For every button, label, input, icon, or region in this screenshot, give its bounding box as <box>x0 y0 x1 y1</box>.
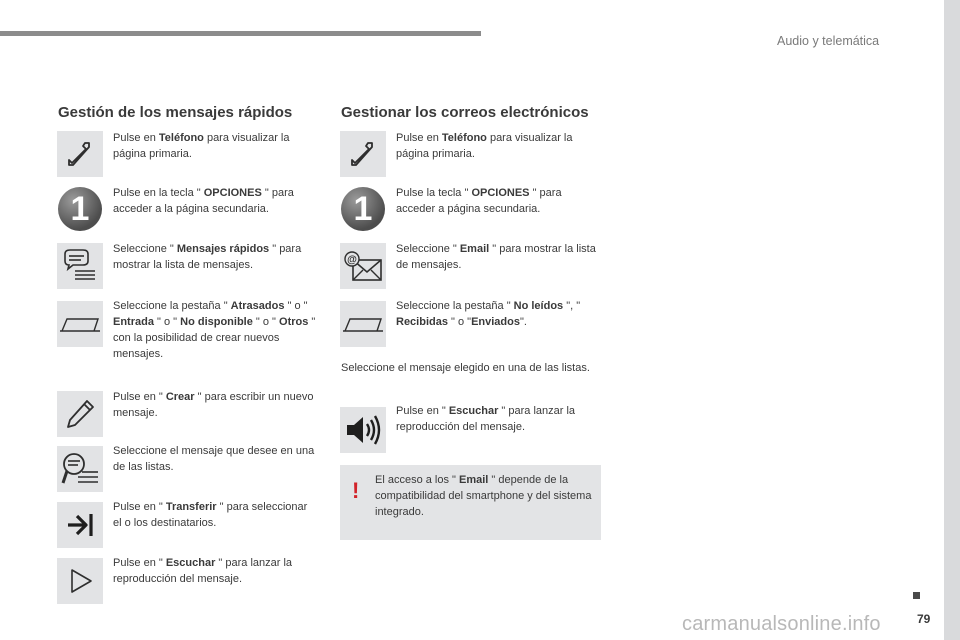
right-item-options-text: Pulse la tecla " OPCIONES " para acceder a página secundaria. <box>396 187 562 215</box>
transfer-icon <box>57 502 103 548</box>
right-item-phone-text: Pulse en Teléfono para visualizar la página primaria. <box>396 132 573 160</box>
phone-icon <box>57 131 103 177</box>
left-item-transfer-text: Pulse en " Transferir " para seleccionar el o los destinatarios. <box>113 501 308 529</box>
left-item-listen-text: Pulse en " Escuchar " para lanzar la reproducción del mensaje. <box>113 557 293 585</box>
svg-text:@: @ <box>347 254 357 266</box>
right-item-tabs-text: Seleccione la pestaña " No leídos ", " Recibidas " o "Enviados". <box>396 300 581 328</box>
left-section-title: Gestión de los mensajes rápidos <box>58 104 293 121</box>
pencil-icon <box>57 391 103 437</box>
tabs-icon <box>57 301 103 347</box>
play-icon <box>57 558 103 604</box>
page-edge-strip <box>944 0 960 640</box>
right-item-listen-text: Pulse en " Escuchar " para lanzar la reproducción del mensaje. <box>396 405 576 433</box>
right-section-title: Gestionar los correos electrónicos <box>341 104 589 121</box>
phone-icon <box>340 131 386 177</box>
page-number: 79 <box>917 612 931 626</box>
left-item-options-text: Pulse en la tecla " OPCIONES " para acceder a la página secundaria. <box>113 187 294 215</box>
message-list-icon <box>57 446 103 492</box>
right-item-select-message-text: Seleccione el mensaje elegido en una de las listas. <box>341 362 590 374</box>
left-item-quick-messages-text: Seleccione " Mensajes rápidos " para mostrar la lista de mensajes. <box>113 243 302 271</box>
section-title: Audio y telemática <box>777 34 880 48</box>
left-item-tabs-text: Seleccione la pestaña " Atrasados " o " Entrada " o " No disponible " o " Otros " con la posibilidad de crear nuevos mensajes. <box>113 300 316 360</box>
quick-messages-icon <box>57 243 103 289</box>
warning-icon: ! <box>352 478 360 503</box>
step-1-badge: 1 <box>341 187 385 231</box>
header-rule <box>0 31 481 36</box>
email-icon <box>340 243 386 289</box>
speaker-icon <box>340 407 386 453</box>
left-item-phone-text: Pulse en Teléfono para visualizar la página primaria. <box>113 132 290 160</box>
right-item-email-text: Seleccione " Email " para mostrar la lista de mensajes. <box>396 243 596 271</box>
left-item-select-message-text: Seleccione el mensaje que desee en una de las listas. <box>113 445 315 473</box>
tabs-icon <box>340 301 386 347</box>
compatibility-note-text: El acceso a los " Email " depende de la compatibilidad del smartphone y del sistema integrado. <box>375 474 592 518</box>
left-item-create-text: Pulse en " Crear " para escribir un nuevo mensaje. <box>113 391 314 419</box>
watermark: carmanualsonline.info <box>682 613 881 635</box>
page-marker <box>913 592 920 599</box>
step-1-badge: 1 <box>58 187 102 231</box>
